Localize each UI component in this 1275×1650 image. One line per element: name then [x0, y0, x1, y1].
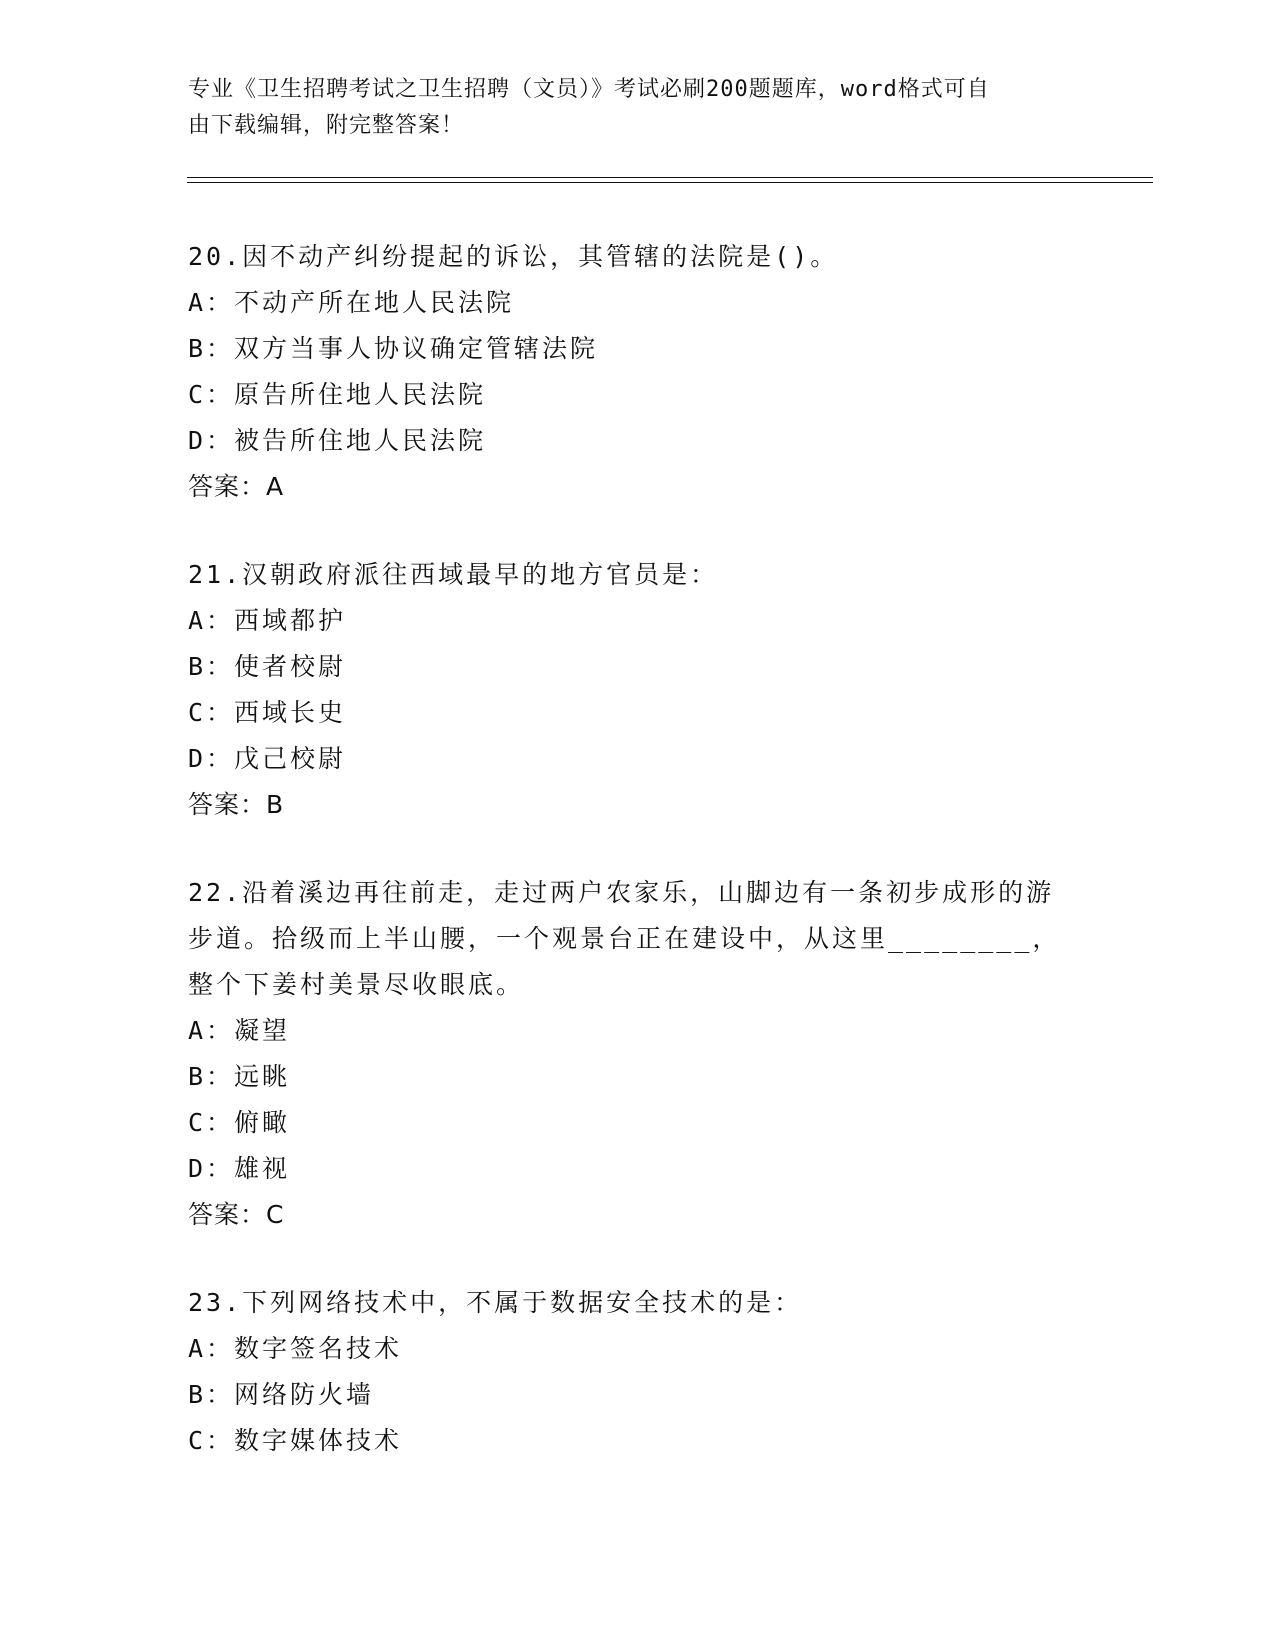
answer: 答案：A [188, 472, 285, 501]
answer: 答案：B [188, 790, 285, 819]
option-a: A：数字签名技术 [188, 1334, 403, 1363]
option-c: C：数字媒体技术 [188, 1426, 403, 1455]
option-b: B：双方当事人协议确定管辖法院 [188, 334, 599, 363]
question-stem-line: 整个下姜村美景尽收眼底。 [188, 970, 525, 999]
option-b: B：网络防火墙 [188, 1380, 375, 1409]
question-list [188, 234, 1088, 1506]
option-c: C：原告所住地人民法院 [188, 380, 487, 409]
option-b: B：使者校尉 [188, 652, 347, 681]
option-a: A：凝望 [188, 1016, 291, 1045]
option-a: A：西域都护 [188, 606, 347, 635]
question-21 [188, 552, 1088, 828]
option-b: B：远眺 [188, 1062, 291, 1091]
option-d: D：被告所住地人民法院 [188, 426, 487, 455]
question-stem-line: 步道。拾级而上半山腰，一个观景台正在建设中，从这里________， [188, 924, 1061, 953]
question-stem: 23.下列网络技术中，不属于数据安全技术的是： [188, 1288, 803, 1317]
option-d: D：戊己校尉 [188, 744, 347, 773]
question-22 [188, 870, 1088, 1238]
header-divider-top [187, 177, 1153, 178]
question-stem: 21.汉朝政府派往西域最早的地方官员是： [188, 560, 719, 589]
option-c: C：俯瞰 [188, 1108, 291, 1137]
option-c: C：西域长史 [188, 698, 347, 727]
option-d: D：雄视 [188, 1154, 291, 1183]
option-a: A：不动产所在地人民法院 [188, 288, 515, 317]
header-line-1: 专业《卫生招聘考试之卫生招聘（文员）》考试必刷200题题库，word格式可自 [188, 77, 990, 102]
header-divider-bottom [187, 182, 1153, 183]
document-header [188, 72, 1068, 144]
question-stem-line: 22.沿着溪边再往前走，走过两户农家乐，山脚边有一条初步成形的游 [188, 878, 1055, 907]
question-23 [188, 1280, 1088, 1464]
question-20 [188, 234, 1088, 510]
answer: 答案：C [188, 1200, 285, 1229]
header-line-2: 由下载编辑，附完整答案！ [188, 113, 465, 138]
question-stem: 20.因不动产纠纷提起的诉讼，其管辖的法院是()。 [188, 242, 839, 271]
